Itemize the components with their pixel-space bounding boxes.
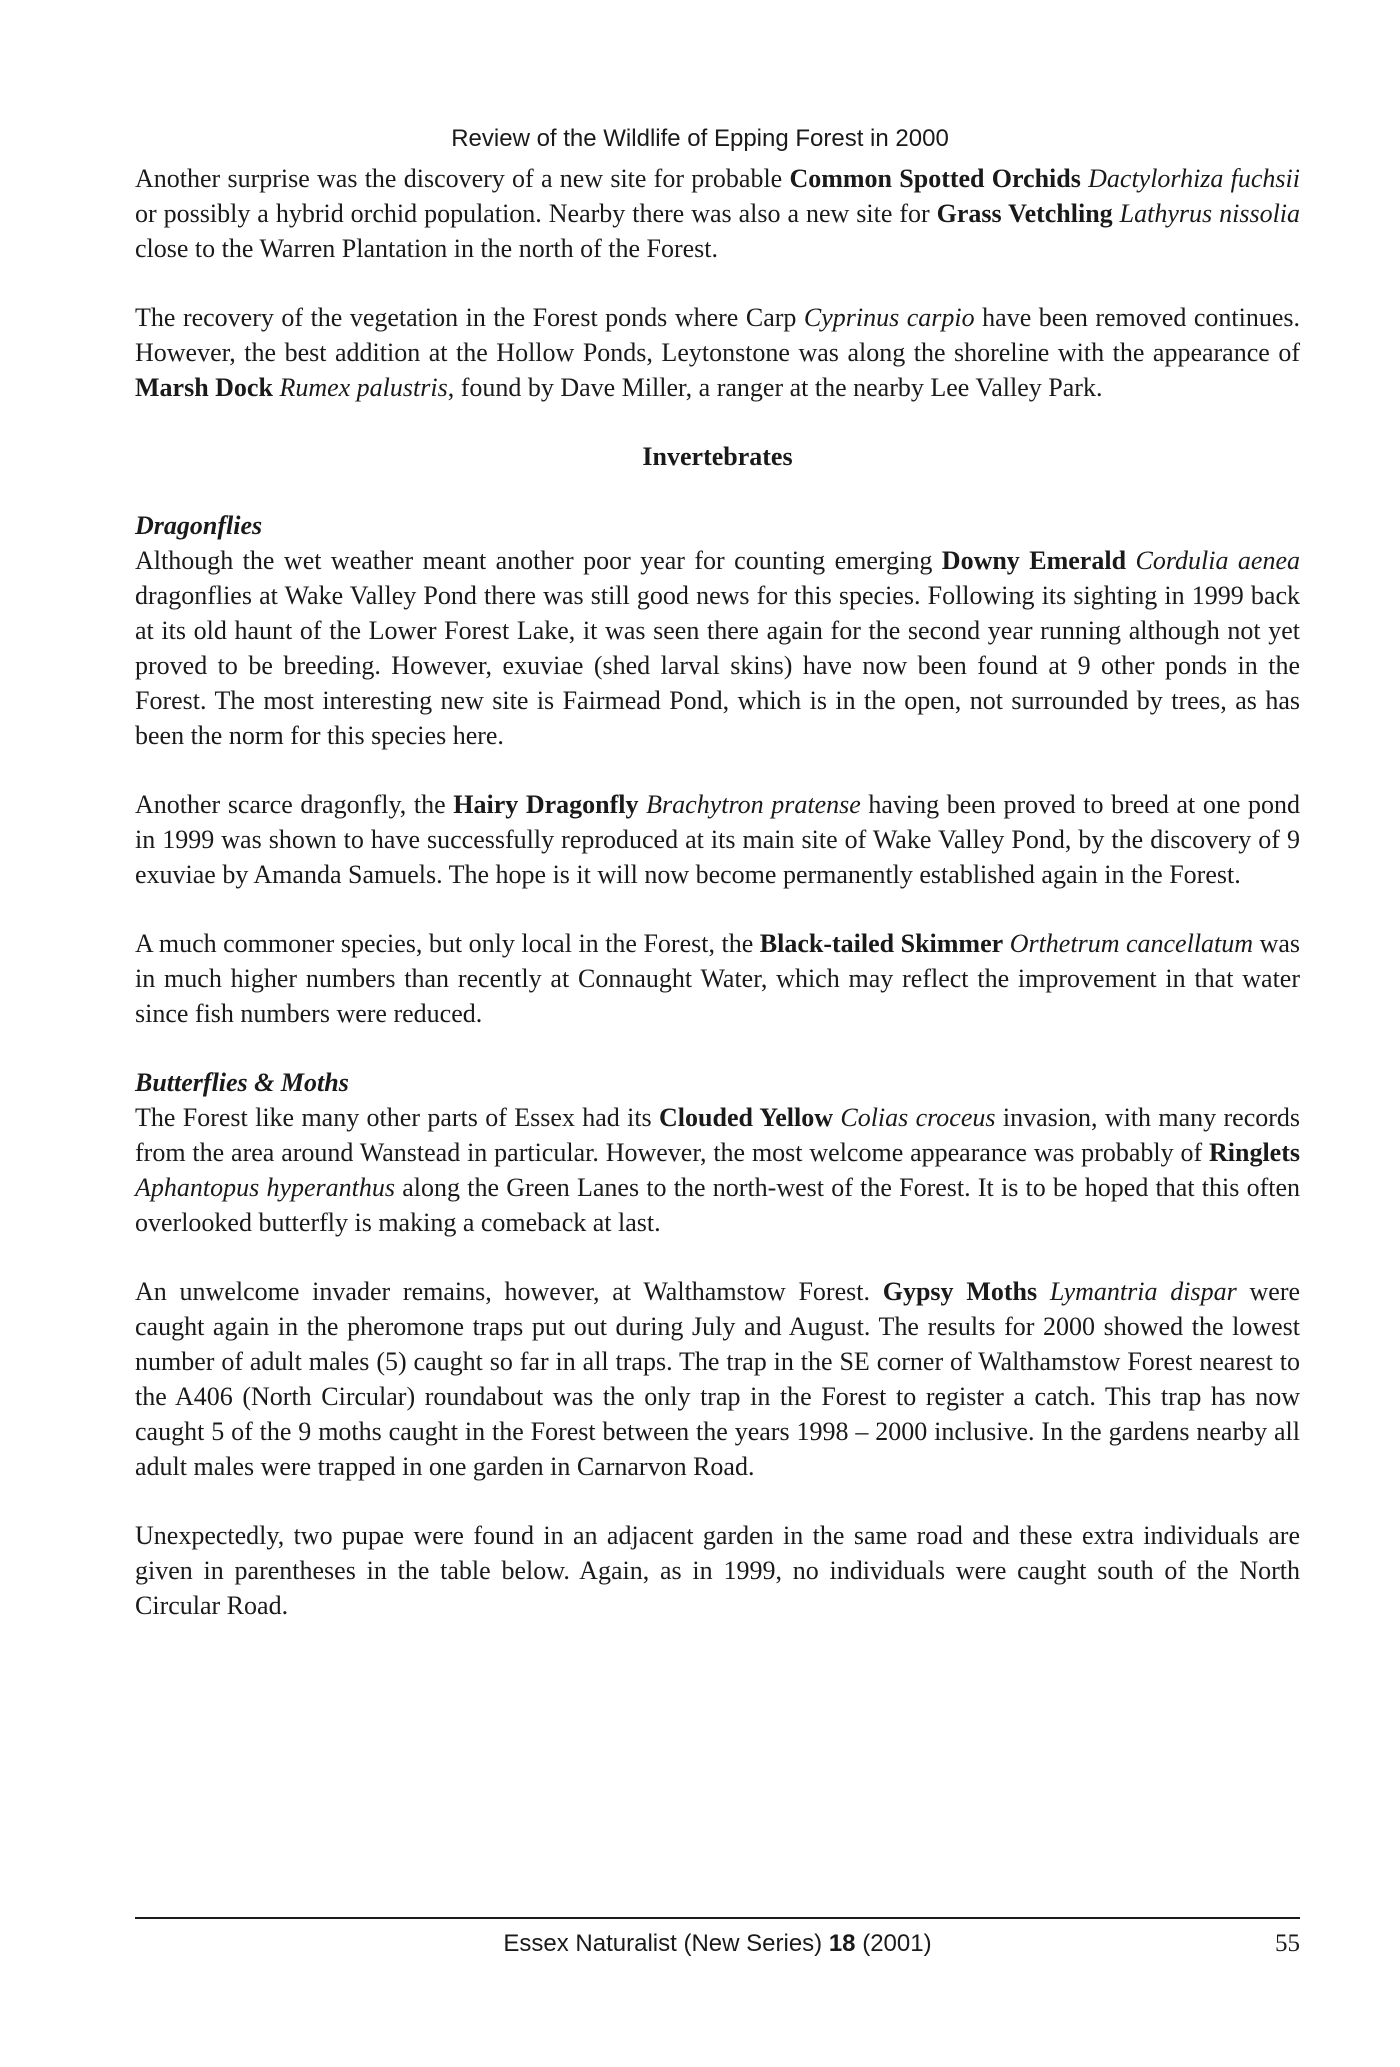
running-header: Review of the Wildlife of Epping Forest in 2000 <box>451 125 949 152</box>
text: along the Green Lanes to the north-west of the Forest. It is to be hoped that this often overlooked butterfly is making a comeback at last. <box>135 1173 1301 1237</box>
species-latin-name: Orthetrum cancellatum <box>1009 929 1254 958</box>
paragraph-ponds <box>135 300 1300 405</box>
species-latin-name: Rumex palustris <box>279 373 448 402</box>
species-common-name: Black-tailed Skimmer <box>759 929 1004 958</box>
species-latin-name: Lymantria dispar <box>1049 1277 1237 1306</box>
species-latin-name: Dactylorhiza fuchsii <box>1088 164 1301 193</box>
text: Although the wet weather meant another poor year for counting emerging <box>135 546 942 575</box>
text: The recovery of the vegetation in the Forest ponds where Carp <box>135 303 804 332</box>
text: Another scarce dragonfly, the <box>135 790 454 819</box>
text: having been proved to breed at one pond in 1999 was shown to have successfully reproduced at its main site of Wake Valley Pond, by the discovery of 9 exuviae by Amanda Samuels. The hope is it will now become permanently established again in the Forest. <box>135 790 1301 889</box>
species-latin-name: Brachytron pratense <box>646 790 861 819</box>
paragraph-hairy-dragonfly <box>135 787 1300 892</box>
species-common-name: Common Spotted Orchids <box>789 164 1081 193</box>
text <box>1037 1277 1050 1306</box>
volume-number: 18 <box>828 1930 856 1957</box>
text: dragonflies at Wake Valley Pond there was still good news for this species. Following its sighting in 1999 back at its old haunt of the Lower Forest Lake, it was seen there again for the second year running although not yet proved to be breeding. However, exuviae (shed larval skins) have now been found at 9 other ponds in the Forest. The most interesting new site is Fairmead Pond, which is in the open, not surrounded by trees, as has been the norm for this species here. <box>135 581 1300 750</box>
article-body <box>135 161 1300 1657</box>
text <box>639 790 647 819</box>
section-heading-invertebrates: Invertebrates <box>642 442 793 471</box>
text: A much commoner species, but only local in the Forest, the <box>135 929 760 958</box>
text: was in much higher numbers than recently at Connaught Water, which may reflect the improvement in that water since fish numbers were reduced. <box>135 929 1300 1028</box>
species-common-name: Hairy Dragonfly <box>453 790 639 819</box>
text: , found by Dave Miller, a ranger at the nearby Lee Valley Park. <box>447 373 1103 402</box>
text: Another surprise was the discovery of a new site for probable <box>135 164 790 193</box>
paragraph-skimmer <box>135 926 1300 1031</box>
species-common-name: Clouded Yellow <box>659 1103 833 1132</box>
journal-name: Essex Naturalist (New Series) <box>503 1930 829 1957</box>
species-common-name: Downy Emerald <box>941 546 1127 575</box>
text <box>1113 199 1120 228</box>
species-common-name: Grass Vetchling <box>936 199 1113 228</box>
species-latin-name: Colias croceus <box>840 1103 996 1132</box>
text: invasion, with many records from the area around Wanstead in particular. However, the most welcome appearance was probably of <box>135 1103 1301 1167</box>
species-common-name: Gypsy Moths <box>882 1277 1038 1306</box>
subsection-heading-butterflies-moths: Butterflies & Moths <box>135 1068 349 1097</box>
publication-year: (2001) <box>855 1930 932 1957</box>
text: close to the Warren Plantation in the north of the Forest. <box>135 234 719 263</box>
paragraph-orchids <box>135 161 1300 266</box>
text: were caught again in the pheromone traps put out during July and August. The results for 2000 showed the lowest number of adult males (5) caught so far in all traps. The trap in the SE corner of Walthamstow Forest nearest to the A406 (North Circular) roundabout was the only trap in the Forest to register a catch. This trap has now caught 5 of the 9 moths caught in the Forest between the years 1998 – 2000 inclusive. In the gardens nearby all adult males were trapped in one garden in Carnarvon Road. <box>135 1277 1301 1481</box>
text: An unwelcome invader remains, however, at Walthamstow Forest. <box>135 1277 883 1306</box>
species-latin-name: Aphantopus hyperanthus <box>135 1173 396 1202</box>
text <box>1126 546 1135 575</box>
paragraph-downy-emerald <box>135 543 1300 753</box>
species-common-name: Marsh Dock <box>135 373 273 402</box>
subsection-heading-dragonflies: Dragonflies <box>135 511 263 540</box>
text: Unexpectedly, two pupae were found in an adjacent garden in the same road and these extra individuals are given in parentheses in the table below. Again, as in 1999, no individuals were caught south of the North Circular Road. <box>135 1521 1300 1620</box>
paragraph-gypsy-moths <box>135 1274 1300 1484</box>
text: The Forest like many other parts of Essex had its <box>135 1103 660 1132</box>
species-latin-name: Lathyrus nissolia <box>1119 199 1301 228</box>
footer-journal-citation <box>135 1928 1300 1960</box>
paragraph-pupae <box>135 1518 1300 1623</box>
paragraph-butterflies <box>135 1100 1300 1240</box>
page-footer <box>135 1928 1300 1964</box>
text: or possibly a hybrid orchid population. Nearby there was also a new site for <box>135 199 937 228</box>
footer-rule <box>135 1917 1300 1919</box>
species-common-name: Ringlets <box>1209 1138 1300 1167</box>
species-latin-name: Cyprinus carpio <box>803 303 975 332</box>
species-latin-name: Cordulia aenea <box>1135 546 1301 575</box>
page-number: 55 <box>1275 1930 1300 1957</box>
text: have been removed continues. However, the best addition at the Hollow Ponds, Leytonstone was along the shoreline with the appearance of <box>135 303 1300 367</box>
